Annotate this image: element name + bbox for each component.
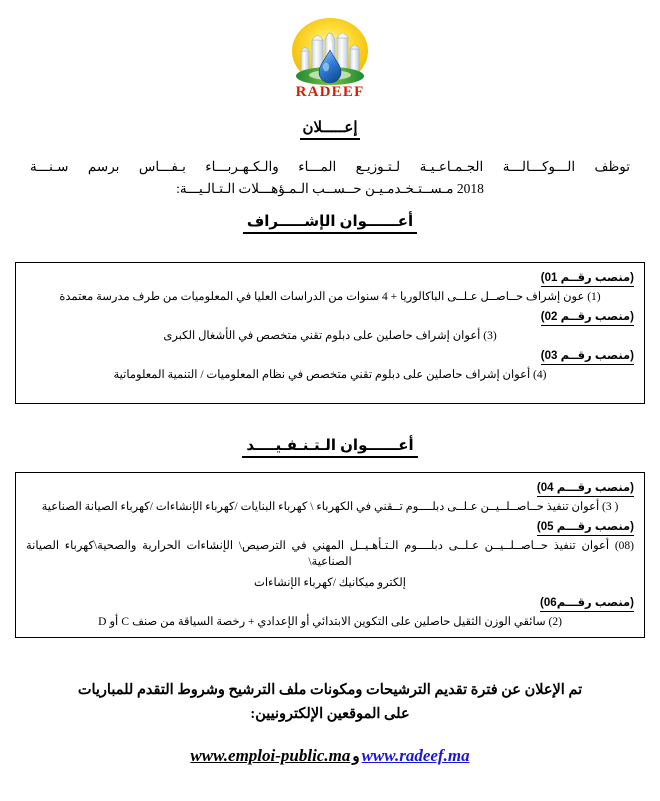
page-title-text: إعـــــلان (300, 118, 359, 140)
post-label-02 (26, 310, 634, 326)
post-label-05 (26, 520, 634, 536)
logo-container (0, 14, 660, 102)
post-desc-05-cont: إلكترو ميكانيك /كهرباء الإنشاءات (254, 577, 406, 589)
intro-line-2: 2018 مـســتـخـدمـيـن حــســب الـمـؤهـــلات الـتـالـيـــة: (176, 181, 484, 196)
post-desc-01: (1) عون إشراف حــاصــل عـلــى الباكالوريا + 4 سنوات من الدراسات العليا في المعلوميات من طرف مدرسة معتمدة (59, 291, 601, 303)
section-title-execution-text: أعــــــوان الـتـنـفـيــــد (242, 436, 417, 458)
link-radeef[interactable]: www.radeef.ma (361, 746, 470, 765)
post-label-01-text: (منصب رقــم 01) (541, 271, 634, 287)
radeef-logo (284, 14, 376, 102)
post-label-05-text: (منصب رقـــم 05) (537, 520, 634, 536)
website-links (0, 746, 660, 766)
logo-wordmark: RADEEF (295, 84, 365, 100)
section-title-execution (0, 436, 660, 458)
post-label-04 (26, 481, 634, 497)
post-label-04-text: (منصب رقـــم 04) (537, 481, 634, 497)
execution-posts-box (15, 472, 645, 638)
footer-note-line-2: على الموقعين الإلكترونيين: (250, 706, 410, 722)
post-desc-04: ( 3) أعوان تنفيذ حــاصــلــيــن عـلــى دبلــــوم تــقني في الكهرباء \ كهرباء البنايات /كهرباء الإنشاءات /كهرباء الصيانة الصناعية (41, 501, 619, 513)
post-desc-02: (3) أعوان إشراف حاصلين على دبلوم تقني متخصص في الأشغال الكبرى (163, 330, 497, 342)
footer-note-line-1: تم الإعلان عن فترة تقديم الترشيحات ومكونات ملف الترشيح وشروط التقدم للمباريات (77, 682, 583, 698)
intro-paragraph (30, 156, 630, 200)
links-conjunction: و (352, 749, 360, 765)
section-title-supervision-text: أعــــــوان الإشـــــراف (243, 212, 417, 234)
page-title (0, 118, 660, 140)
post-label-06 (26, 596, 634, 612)
post-label-03-text: (منصب رقــم 03) (541, 349, 634, 365)
post-desc-05: (08) أعوان تنفيذ حــاصــلــيــن عـلــى دبلــــوم الـتـأهـيــل المهني في الترصيص\ الإنشاءات الحرارية والصحية\كهرباء الصيانة الصناعية\ (26, 540, 634, 568)
post-label-02-text: (منصب رقــم 02) (541, 310, 634, 326)
radeef-logo-icon (284, 14, 376, 102)
post-desc-03: (4) أعوان إشراف حاصلين على دبلوم تقني متخصص في نظام المعلوميات / التنمية المعلوماتية (113, 369, 547, 381)
section-title-supervision (0, 212, 660, 234)
post-label-01 (26, 271, 634, 287)
footer-note (60, 678, 600, 726)
post-label-06-text: (منصب رقـــم06) (540, 596, 634, 612)
supervision-posts-box (15, 262, 645, 404)
intro-line-1: توظف الـــوكـــالـــة الجـمـاعـيـة لـتـوزيـع المـــاء والـكـهـربـــاء بـفـــاس برسم سـنـــة (30, 159, 630, 174)
post-desc-06: (2) سائقي الوزن الثقيل حاصلين على التكوين الابتدائي أو الإعدادي + رخصة السياقة من صنف C أو D (98, 616, 562, 628)
link-emploi-public[interactable]: www.emploi-public.ma (190, 746, 351, 765)
post-label-03 (26, 349, 634, 365)
